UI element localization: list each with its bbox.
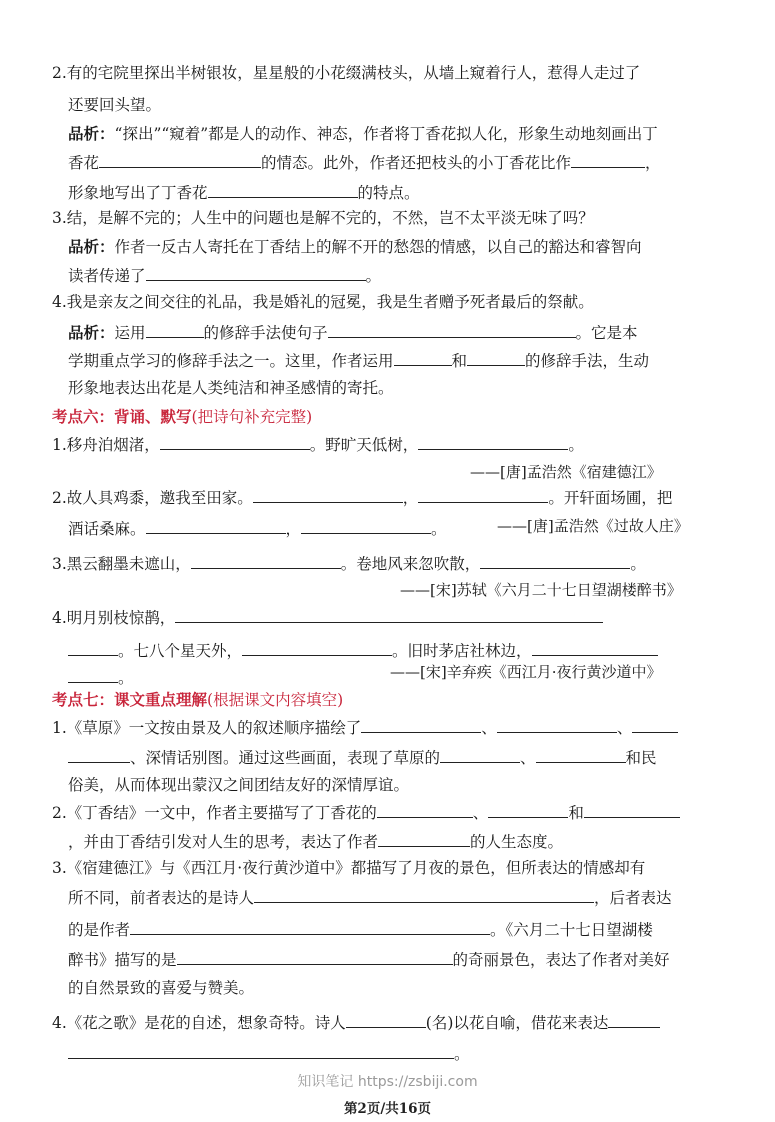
q7-3-line-1: 3.《宿建德江》与《西江月·夜行黄沙道中》都描写了月夜的景色，但所表达的情感却有 [52, 859, 646, 877]
answer-blank[interactable] [208, 182, 358, 198]
answer-blank[interactable] [418, 487, 548, 503]
q7-3-line-5: 的自然景致的喜爱与赞美。 [68, 979, 255, 997]
poem-4-attribution: ——[宋]辛弃疾《西江月·夜行黄沙道中》 [390, 663, 662, 681]
answer-blank[interactable] [146, 322, 204, 338]
answer-blank[interactable] [440, 747, 520, 763]
answer-blank[interactable] [394, 350, 452, 366]
page-number: 第2页/共16页 [343, 1101, 432, 1117]
section-7-heading: 考点七：课文重点理解(根据课文内容填空) [52, 690, 344, 709]
answer-blank[interactable] [254, 887, 594, 903]
analysis-label: 品析： [68, 237, 115, 256]
q7-3-line-2: 所不同，前者表达的是诗人 ，后者表达 [68, 889, 672, 907]
answer-blank[interactable] [242, 640, 392, 656]
q7-1-line-3: 俗美，从而体现出蒙汉之间团结友好的深情厚谊。 [68, 776, 410, 794]
answer-blank[interactable] [328, 322, 576, 338]
answer-blank[interactable] [146, 265, 366, 281]
answer-blank[interactable] [68, 667, 118, 683]
question-2-text: 2.有的宅院里探出半树银妆，星星般的小花缀满枝头，从墙上窥着行人，惹得人走过了 [52, 64, 641, 82]
q7-3-line-4: 醉书》描写的是 的奇丽景色，表达了作者对美好 [68, 951, 670, 969]
analysis-4-line-3: 形象地表达出花是人类纯洁和神圣感情的寄托。 [68, 379, 394, 397]
poem-4-line-2: 。七八个星天外， 。旧时茅店社林边， [68, 640, 658, 661]
answer-blank[interactable] [253, 487, 403, 503]
answer-blank[interactable] [177, 949, 453, 965]
answer-blank[interactable] [130, 919, 490, 935]
poem-2-attribution: ——[唐]孟浩然《过故人庄》 [497, 517, 689, 535]
answer-blank[interactable] [191, 553, 341, 569]
answer-blank[interactable] [346, 1012, 426, 1028]
answer-blank[interactable] [584, 802, 680, 818]
q7-2-line-2: ，并由丁香结引发对人生的思考，表达了作者 的人生态度。 [68, 833, 564, 851]
answer-blank[interactable] [68, 747, 130, 763]
answer-blank[interactable] [571, 152, 645, 168]
q7-2-line-1: 2.《丁香结》一文中，作者主要描写了丁香花的 、 和 [52, 802, 680, 823]
question-2-text-cont: 还要回头望。 [68, 96, 162, 114]
q7-4-line-1: 4.《花之歌》是花的自述，想象奇特。诗人 (名)以花自喻，借花来表达 [52, 1012, 660, 1033]
q7-1-line-1: 1.《草原》一文按由景及人的叙述顺序描绘了 、 、 [52, 717, 678, 738]
answer-blank[interactable] [175, 607, 603, 623]
section-6-heading: 考点六：背诵、默写(把诗句补充完整) [52, 407, 313, 426]
answer-blank[interactable] [480, 553, 630, 569]
poem-2-line-2: 酒话桑麻。 ， 。 [68, 520, 447, 538]
analysis-2-line-2: 香花 的情态。此外，作者还把枝头的小丁香花比作 ， [68, 154, 661, 172]
q7-4-line-2: 。 [68, 1043, 470, 1064]
poem-4-line-3: 。 [68, 667, 134, 688]
poem-1-attribution: ——[唐]孟浩然《宿建德江》 [470, 463, 662, 481]
answer-blank[interactable] [361, 717, 481, 733]
q7-3-line-3: 的是作者 。《六月二十七日望湖楼 [68, 921, 653, 939]
answer-blank[interactable] [536, 747, 626, 763]
watermark: 知识笔记 https://zsbiji.com [297, 1074, 478, 1090]
answer-blank[interactable] [608, 1012, 660, 1028]
answer-blank[interactable] [467, 350, 525, 366]
analysis-label: 品析： [68, 323, 115, 342]
answer-blank[interactable] [99, 152, 261, 168]
analysis-4-line-2: 学期重点学习的修辞手法之一。这里，作者运用 和 的修辞手法，生动 [68, 352, 650, 370]
analysis-2-line-1: 品析：“探出”“窥着”都是人的动作、神态，作者将丁香花拟人化，形象生动地刻画出丁 [68, 124, 658, 143]
answer-blank[interactable] [418, 434, 568, 450]
answer-blank[interactable] [160, 434, 310, 450]
q7-1-line-2: 、深情话别图。通过这些画面，表现了草原的 、 和民 [68, 747, 657, 768]
answer-blank[interactable] [497, 717, 617, 733]
answer-blank[interactable] [68, 1043, 454, 1059]
answer-blank[interactable] [532, 640, 658, 656]
analysis-label: 品析： [68, 124, 115, 143]
analysis-3-line-1: 品析：作者一反古人寄托在丁香结上的解不开的愁怨的情感，以自己的豁达和睿智向 [68, 237, 642, 256]
answer-blank[interactable] [301, 518, 431, 534]
poem-1-line: 1.移舟泊烟渚， 。野旷天低树， 。 [52, 436, 584, 454]
answer-blank[interactable] [632, 717, 678, 733]
answer-blank[interactable] [146, 518, 286, 534]
answer-blank[interactable] [68, 640, 118, 656]
answer-blank[interactable] [377, 802, 473, 818]
question-4-text: 4.我是亲友之间交往的礼品，我是婚礼的冠冕，我是生者赠予死者最后的祭献。 [52, 293, 594, 311]
answer-blank[interactable] [488, 802, 568, 818]
answer-blank[interactable] [378, 831, 470, 847]
poem-3-line: 3.黑云翻墨未遮山， 。卷地风来忽吹散， 。 [52, 555, 646, 573]
poem-3-attribution: ——[宋]苏轼《六月二十七日望湖楼醉书》 [400, 581, 682, 599]
analysis-3-line-2: 读者传递了 。 [68, 267, 382, 285]
poem-4-line-1: 4.明月别枝惊鹊， [52, 607, 603, 628]
question-3-text: 3.结，是解不完的；人生中的问题也是解不完的，不然，岂不太平淡无味了吗？ [52, 209, 594, 227]
poem-2-line-1: 2.故人具鸡黍，邀我至田家。 ， 。开轩面场圃，把 [52, 489, 673, 507]
analysis-4-line-1: 品析：运用 的修辞手法使句子 。它是本 [68, 323, 638, 342]
analysis-2-line-3: 形象地写出了丁香花 的特点。 [68, 184, 420, 202]
